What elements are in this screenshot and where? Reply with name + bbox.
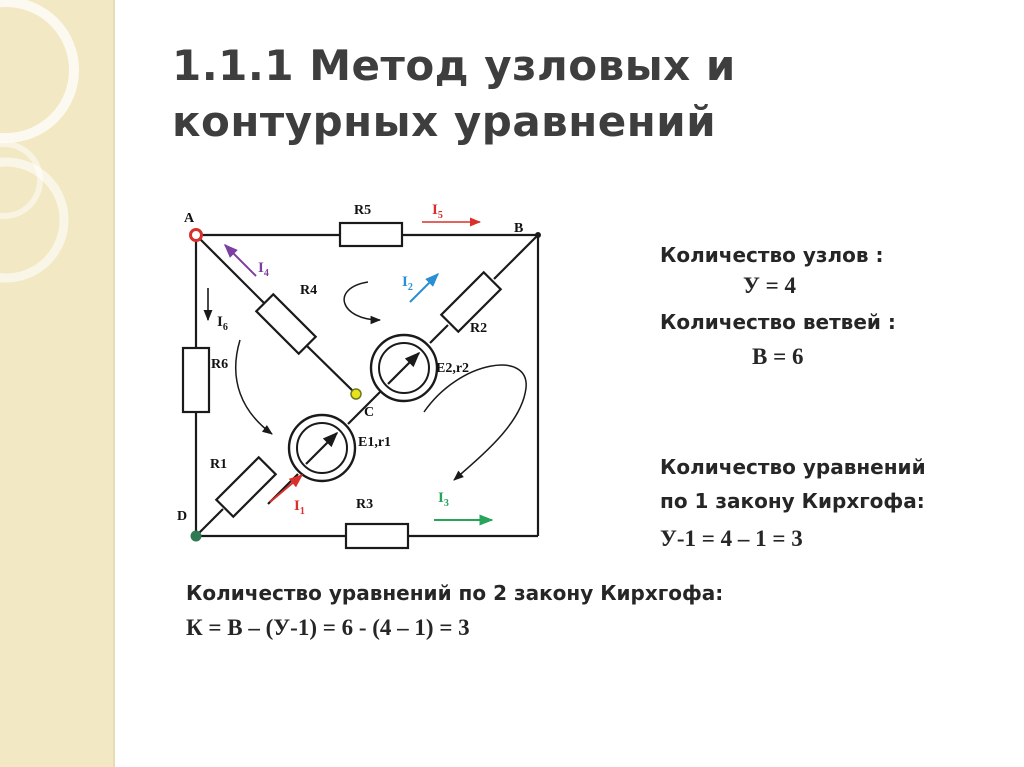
- current-i1-label: $I_1$: [294, 498, 305, 517]
- e1-label: E1,r1: [358, 435, 392, 450]
- r2-label: R2: [470, 321, 488, 336]
- resistor-r3: [346, 524, 408, 548]
- node-b-dot: [535, 232, 541, 238]
- branches-count-formula: В = 6: [752, 344, 804, 369]
- node-d-dot: [191, 531, 202, 542]
- current-i3-label: $I_3$: [438, 490, 449, 509]
- current-i6-label: $I_6$: [217, 314, 228, 333]
- node-b-label: B: [514, 221, 524, 236]
- current-i2-label: $I_2$: [402, 274, 413, 293]
- kirchhoff1-label-line1: Количество уравнений: [660, 455, 926, 479]
- loop-arrow-right: [424, 365, 526, 480]
- current-i4-label: $I_4$: [258, 260, 269, 279]
- node-c-label: C: [364, 405, 375, 420]
- title-line-2: контурных уравнений: [172, 97, 717, 146]
- nodes-count-label: Количество узлов :: [660, 243, 884, 267]
- node-a-dot: [191, 230, 202, 241]
- loop-arrow-upper: [344, 282, 380, 320]
- r6-label: R6: [211, 357, 229, 372]
- current-i2-arrow: [410, 274, 438, 302]
- resistor-r5: [340, 223, 402, 246]
- node-d-label: D: [177, 509, 188, 524]
- loop-arrow-left: [236, 340, 272, 434]
- node-a-label: A: [184, 211, 195, 226]
- kirchhoff1-label-line2: по 1 закону Кирхгофа:: [660, 489, 925, 513]
- circuit-diagram: [170, 190, 570, 560]
- r4-label: R4: [300, 283, 318, 298]
- decorative-rings: [0, 0, 130, 767]
- node-c-dot: [351, 389, 361, 399]
- kirchhoff2-label: Количество уравнений по 2 закону Кирхгофа:: [186, 581, 724, 605]
- title-line-1: 1.1.1 Метод узловых и: [172, 41, 736, 90]
- current-i4-arrow: [225, 245, 256, 276]
- source-e1: [289, 415, 355, 481]
- kirchhoff2-formula: К = В – (У-1) = 6 - (4 – 1) = 3: [186, 615, 470, 640]
- r3-label: R3: [356, 497, 374, 512]
- resistor-r4: [256, 294, 315, 353]
- slide-title: [172, 38, 892, 150]
- nodes-count-formula: У = 4: [743, 273, 796, 298]
- resistor-r6: [183, 348, 209, 412]
- current-i5-label: $I_5$: [432, 202, 443, 221]
- e2-label: E2,r2: [436, 361, 470, 376]
- kirchhoff1-formula: У-1 = 4 – 1 = 3: [660, 526, 803, 551]
- r5-label: R5: [354, 203, 372, 218]
- r1-label: R1: [210, 457, 228, 472]
- branches-count-label: Количество ветвей :: [660, 310, 896, 334]
- source-e2: [371, 335, 437, 401]
